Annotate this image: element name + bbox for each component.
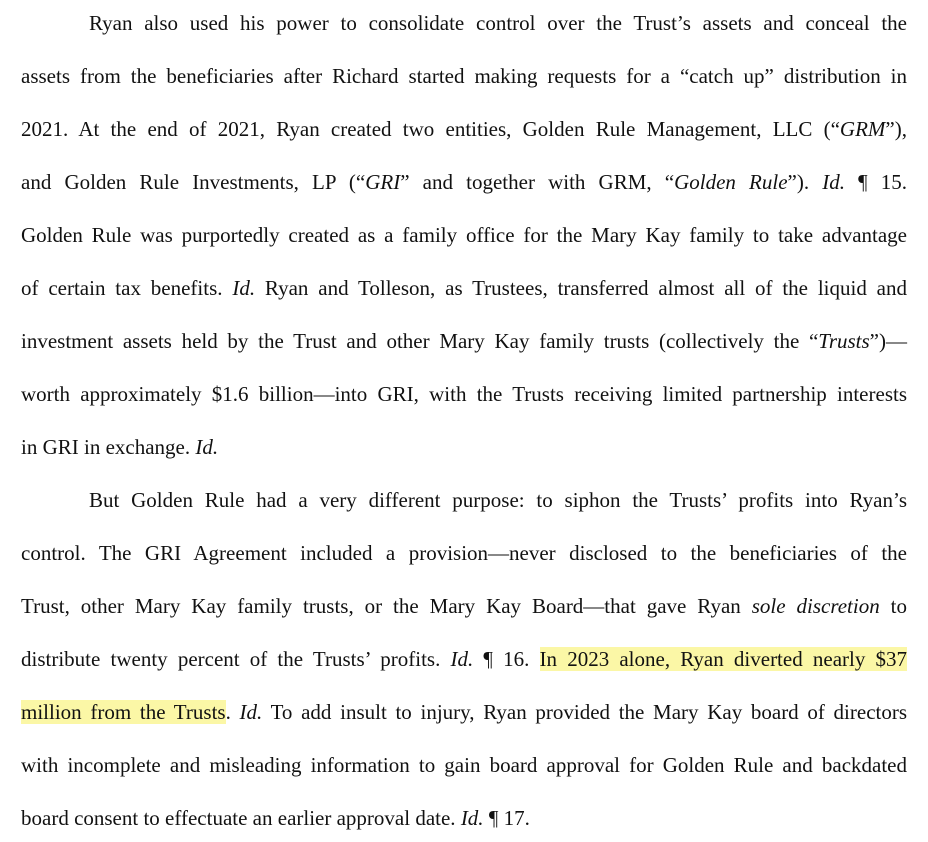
citation-id: Id. xyxy=(195,435,219,459)
paragraph-1-line-3: 2021. At the end of 2021, Ryan created two entities, Golden Rule Management, LLC (“GRM”), xyxy=(21,117,907,141)
citation-id: Id. xyxy=(239,700,263,724)
paragraph-2-line-4: distribute twenty percent of the Trusts’ profits. Id. ¶ 16. In 2023 alone, Ryan diverted nearly $37 xyxy=(21,647,908,671)
paragraph-2-line-1: But Golden Rule had a very different purpose: to siphon the Trusts’ profits into Ryan’s xyxy=(89,488,907,512)
emphasis-sole-discretion: sole discretion xyxy=(751,594,880,618)
defined-term-gri: GRI xyxy=(365,170,401,194)
highlighted-text: In 2023 alone, Ryan diverted nearly $37 xyxy=(539,647,908,671)
citation-id: Id. xyxy=(450,647,474,671)
paragraph-1-line-9: in GRI in exchange. Id. xyxy=(21,435,219,459)
paragraph-1-line-6: of certain tax benefits. Id. Ryan and Tolleson, as Trustees, transferred almost all of the liquid and xyxy=(21,276,907,300)
citation-id: Id. xyxy=(822,170,845,194)
paragraph-1-line-1: Ryan also used his power to consolidate control over the Trust’s assets and conceal the xyxy=(89,11,907,35)
paragraph-1-line-4: and Golden Rule Investments, LP (“GRI” and together with GRM, “Golden Rule”). Id. ¶ 15. xyxy=(21,170,907,194)
defined-term-golden-rule: Golden Rule xyxy=(674,170,788,194)
paragraph-2-line-2: control. The GRI Agreement included a provision—never disclosed to the beneficiaries of the xyxy=(21,541,907,565)
paragraph-2-line-7: board consent to effectuate an earlier approval date. Id. ¶ 17. xyxy=(21,806,530,830)
paragraph-1-line-5: Golden Rule was purportedly created as a family office for the Mary Kay family to take advantage xyxy=(21,223,907,247)
paragraph-2-line-3: Trust, other Mary Kay family trusts, or the Mary Kay Board—that gave Ryan sole discretion to xyxy=(21,594,907,618)
paragraph-2-line-6: with incomplete and misleading information to gain board approval for Golden Rule and backdated xyxy=(21,753,907,777)
paragraph-1-line-8: worth approximately $1.6 billion—into GRI, with the Trusts receiving limited partnership interests xyxy=(21,382,907,406)
defined-term-trusts: Trusts xyxy=(818,329,870,353)
highlighted-text: million from the Trusts xyxy=(21,700,226,724)
paragraph-1-line-7: investment assets held by the Trust and other Mary Kay family trusts (collectively the “Trusts”)— xyxy=(21,329,907,353)
citation-id: Id. xyxy=(460,806,484,830)
paragraph-1-line-2: assets from the beneficiaries after Richard started making requests for a “catch up” distribution in xyxy=(21,64,907,88)
citation-id: Id. xyxy=(232,276,256,300)
defined-term-grm: GRM xyxy=(839,117,886,141)
paragraph-2-line-5: million from the Trusts. Id. To add insult to injury, Ryan provided the Mary Kay board of directors xyxy=(21,700,908,724)
